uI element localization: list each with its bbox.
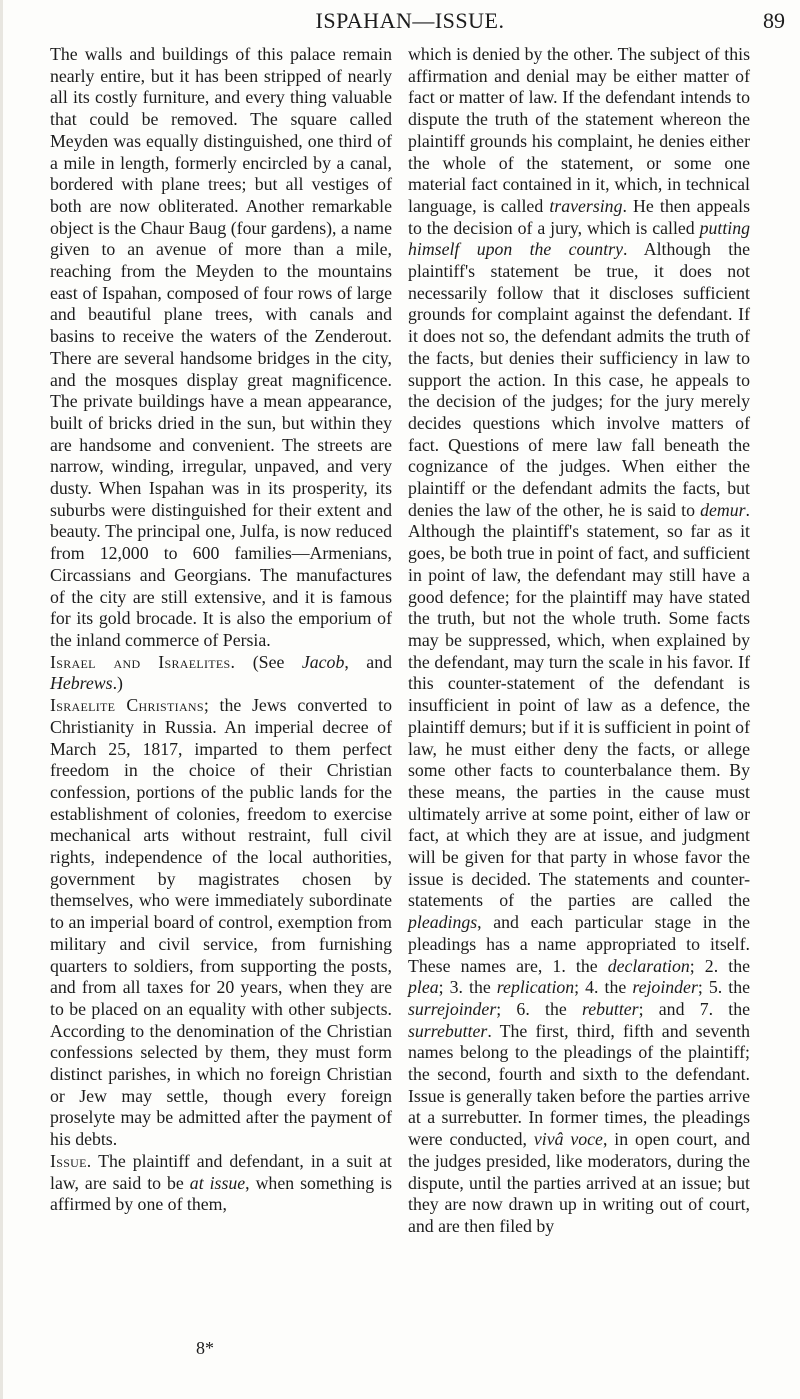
text-run: which is denied by the other. The subject of this affirmation and denial may be either matter of fact or matter of law. If the defendant intends to dispute the truth of the statement whereon the plaintiff grounds his complaint, he denies either the whole of the statement, or some one material fact contained in it, which, in technical language, is called	[408, 44, 750, 216]
italic-term: putting himself upon the country	[408, 217, 750, 260]
page-edge	[0, 0, 3, 1399]
text-run: , in open court, and the judges presided, like moderators, during the dispute, until the parties arrived at an issue; but they are now drawn up in writing out of court, and are then filed by	[408, 1129, 750, 1236]
ispahan-text: The walls and buildings of this palace remain nearly entire, but it has been stripped of nearly all its costly furniture, and every thing valuable that could be removed. The square called Meyden was equally distinguished, one third of a mile in length, formerly encircled by a canal, bordered with plane trees; but all vestiges of both are now obliterated. Another remarkable object is the Chaur Baug (four gardens), a name given to an avenue of more than a mile, reaching from the Meyden to the mountains east of Ispahan, composed of four rows of large and beautiful plane trees, with canals and basins to receive the waters of the Zenderout. There are several handsome bridges in the city, and the mosques display great magnificence. The private buildings have a mean appearance, built of bricks dried in the sun, but within they are handsome and convenient. The streets are narrow, winding, irregular, unpaved, and very dusty. When Ispahan was in its prosperity, its suburbs were distinguished for their extent and beauty. The principal one, Julfa, is now reduced from 12,000 to 600 families—Armenians, Circassians and Georgians. The manufactures of the city are still extensive, and it is famous for its gold brocade. It is also the emporium of the inland commerce of Persia.	[50, 44, 392, 650]
israel-text: (See	[235, 651, 302, 672]
text-run: ; 3. the	[438, 977, 497, 998]
israel-text-mid: , and	[344, 651, 392, 672]
italic-term: surrebutter	[408, 1020, 488, 1041]
italic-term: rejoinder	[632, 977, 698, 998]
italic-term: plea	[408, 977, 439, 998]
text-run: . He then appeals to the decision of a jury, which is called	[408, 195, 750, 238]
issue-headword: Issue.	[50, 1150, 92, 1171]
christians-headword: Israelite Christians	[50, 695, 204, 716]
israelite-christians-entry	[50, 695, 392, 1151]
text-run: . Although the plaintiff's statement be true, it does not necessarily follow that it discloses sufficient grounds for complaint against the defendant. If it does not so, the defendant admits the truth of the facts, but denies their sufficiency in law to support the action. In this case, he appeals to the decision of the judges; for the jury merely decides questions which involve matters of fact. Questions of mere law fall beneath the cognizance of the judges. When either the plaintiff or the defendant admits the facts, but denies the law of the other, he is said to	[408, 239, 750, 520]
text-run: . Although the plaintiff's statement, so far as it goes, be both true in point of fact, and sufficient in point of law, the defendant may still have a good defence; for the plaintiff may have stated the truth, but not the whole truth. Some facts may be suppressed, which, when explained by the defendant, may turn the scale in his favor. If this counter-statement of the defendant is insufficient in point of law as a defence, the plaintiff demurs; but if it is sufficient in point of law, he must either deny the facts, or allege some other facts to counterbalance them. By these means, the parties in the cause must ultimately arrive at some point, either of law or fact, at which they are at issue, and judgment will be given for that party in whose favor the issue is decided. The statements and counter-statements of the parties are called the	[408, 499, 750, 911]
text-run: ; 4. the	[574, 977, 633, 998]
cross-ref-jacob: Jacob	[301, 651, 345, 672]
christians-text: ; the Jews converted to Christianity in Russia. An imperial decree of March 25, 1817, imparted to them perfect freedom in the choice of their Christian confession, portions of the public lands for the establishment of colonies, freedom to exercise mechanical arts without restraint, full civil rights, independence of the local authorities, government by magistrates chosen by themselves, who were immediately subordinate to an imperial board of control, exemption from military and civil service, from furnishing quarters to soldiers, from supporting the posts, and from all taxes for 20 years, when they are to be placed on an equality with other subjects. According to the denomination of the Christian confessions selected by them, they must form distinct parishes, in which no foreign Christian or Jew may settle, though every foreign proselyte may be admitted after the payment of his debts.	[50, 695, 392, 1150]
issue-text-end: , when something is affirmed by one of them,	[50, 1172, 392, 1215]
text-run: ; 2. the	[689, 955, 750, 976]
italic-term: surrejoinder	[408, 998, 497, 1019]
page-number: 89	[763, 8, 785, 33]
issue-text: The plaintiff and defendant, in a suit at law, are said to be	[50, 1150, 392, 1193]
signature-mark: 8*	[196, 1338, 214, 1358]
text-run: ; and 7. the	[638, 998, 750, 1019]
text-run: ; 5. the	[697, 977, 750, 998]
italic-term: replication	[496, 977, 575, 998]
italic-term: rebutter	[581, 998, 639, 1019]
israel-entry	[50, 652, 392, 695]
issue-entry	[50, 1151, 392, 1216]
italic-term: traversing	[549, 195, 623, 216]
italic-term: vivâ voce	[533, 1129, 603, 1150]
israel-headword: Israel and Israelites.	[50, 651, 236, 672]
ispahan-paragraph	[50, 44, 392, 652]
issue-italic: at issue	[189, 1172, 246, 1193]
text-run: , and each particular stage in the pleadings has a name appropriated to itself. These names are, 1. the	[408, 912, 750, 976]
text-run: ; 6. the	[496, 998, 582, 1019]
italic-term: demur	[700, 499, 746, 520]
italic-term: declaration	[607, 955, 690, 976]
page-title: ISPAHAN—ISSUE.	[315, 8, 505, 33]
issue-continuation	[408, 44, 750, 1238]
text-run: . The first, third, fifth and seventh names belong to the pleadings of the plaintiff; the second, fourth and sixth to the defendant. Issue is generally taken before the parties arrive at a surrebutter. In former times, the pleadings were conducted,	[408, 1020, 750, 1150]
running-head	[60, 6, 785, 36]
left-column	[50, 44, 392, 1216]
right-column	[408, 44, 750, 1238]
israel-text-end: .)	[112, 673, 123, 694]
italic-term: pleadings	[408, 912, 478, 933]
cross-ref-hebrews: Hebrews	[50, 673, 113, 694]
